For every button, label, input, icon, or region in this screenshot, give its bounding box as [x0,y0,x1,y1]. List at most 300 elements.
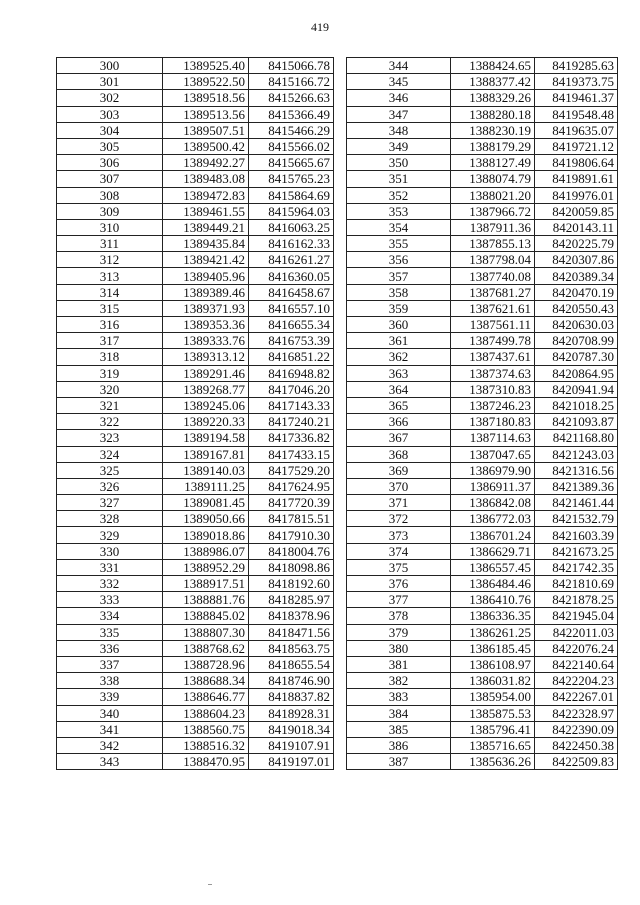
page-number: 419 [311,20,329,34]
x-coordinate-cell: 1389140.03 [163,462,249,478]
y-coordinate-cell: 8418098.86 [249,559,334,575]
point-number-cell: 350 [347,155,451,171]
table-row [347,268,618,284]
y-coordinate-cell: 8420389.34 [535,268,618,284]
table-row [57,721,334,737]
y-coordinate-cell: 8419197.01 [249,754,334,770]
y-coordinate-cell: 8420307.86 [535,252,618,268]
point-number-cell: 349 [347,138,451,154]
x-coordinate-cell: 1386629.71 [451,543,535,559]
point-number-cell: 371 [347,495,451,511]
y-coordinate-cell: 8418004.76 [249,543,334,559]
table-row [347,414,618,430]
x-coordinate-cell: 1389081.45 [163,495,249,511]
point-number-cell: 359 [347,300,451,316]
point-number-cell: 382 [347,673,451,689]
x-coordinate-cell: 1388329.26 [451,90,535,106]
point-number-cell: 336 [57,640,163,656]
y-coordinate-cell: 8419285.63 [535,58,618,74]
coordinate-table-left-body [57,58,334,770]
y-coordinate-cell: 8417624.95 [249,478,334,494]
x-coordinate-cell: 1386772.03 [451,511,535,527]
x-coordinate-cell: 1388230.19 [451,122,535,138]
x-coordinate-cell: 1386261.25 [451,624,535,640]
x-coordinate-cell: 1387966.72 [451,203,535,219]
table-row [57,446,334,462]
x-coordinate-cell: 1389518.56 [163,90,249,106]
point-number-cell: 302 [57,90,163,106]
x-coordinate-cell: 1389483.08 [163,171,249,187]
x-coordinate-cell: 1389291.46 [163,365,249,381]
x-coordinate-cell: 1389492.27 [163,155,249,171]
table-row [57,349,334,365]
table-row [347,317,618,333]
x-coordinate-cell: 1386108.97 [451,656,535,672]
point-number-cell: 364 [347,381,451,397]
table-row [57,737,334,753]
point-number-cell: 361 [347,333,451,349]
table-row [57,462,334,478]
table-row [57,640,334,656]
point-number-cell: 358 [347,284,451,300]
point-number-cell: 308 [57,187,163,203]
table-row [347,640,618,656]
y-coordinate-cell: 8422204.23 [535,673,618,689]
table-row [347,608,618,624]
y-coordinate-cell: 8420630.03 [535,317,618,333]
point-number-cell: 323 [57,430,163,446]
table-row [57,495,334,511]
y-coordinate-cell: 8415066.78 [249,58,334,74]
table-row [347,333,618,349]
point-number-cell: 337 [57,656,163,672]
table-row [57,414,334,430]
x-coordinate-cell: 1387114.63 [451,430,535,446]
point-number-cell: 304 [57,122,163,138]
y-coordinate-cell: 8416063.25 [249,219,334,235]
x-coordinate-cell: 1388845.02 [163,608,249,624]
point-number-cell: 372 [347,511,451,527]
y-coordinate-cell: 8420708.99 [535,333,618,349]
point-number-cell: 376 [347,576,451,592]
point-number-cell: 370 [347,478,451,494]
table-row [347,349,618,365]
table-row [57,268,334,284]
table-row [347,430,618,446]
x-coordinate-cell: 1388074.79 [451,171,535,187]
table-row [57,673,334,689]
y-coordinate-cell: 8420059.85 [535,203,618,219]
y-coordinate-cell: 8416162.33 [249,236,334,252]
point-number-cell: 384 [347,705,451,721]
point-number-cell: 342 [57,737,163,753]
table-row [347,559,618,575]
x-coordinate-cell: 1389461.55 [163,203,249,219]
x-coordinate-cell: 1389313.12 [163,349,249,365]
x-coordinate-cell: 1388424.65 [451,58,535,74]
x-coordinate-cell: 1389513.56 [163,106,249,122]
x-coordinate-cell: 1389522.50 [163,74,249,90]
x-coordinate-cell: 1389333.76 [163,333,249,349]
table-row [347,381,618,397]
y-coordinate-cell: 8419721.12 [535,138,618,154]
table-row [57,171,334,187]
y-coordinate-cell: 8421018.25 [535,397,618,413]
point-number-cell: 386 [347,737,451,753]
y-coordinate-cell: 8415964.03 [249,203,334,219]
point-number-cell: 377 [347,592,451,608]
point-number-cell: 332 [57,576,163,592]
point-number-cell: 300 [57,58,163,74]
point-number-cell: 366 [347,414,451,430]
point-number-cell: 303 [57,106,163,122]
point-number-cell: 341 [57,721,163,737]
y-coordinate-cell: 8420864.95 [535,365,618,381]
y-coordinate-cell: 8421316.56 [535,462,618,478]
table-row [57,705,334,721]
point-number-cell: 367 [347,430,451,446]
x-coordinate-cell: 1387246.23 [451,397,535,413]
table-row [347,106,618,122]
x-coordinate-cell: 1385796.41 [451,721,535,737]
point-number-cell: 387 [347,754,451,770]
point-number-cell: 320 [57,381,163,397]
table-row [57,90,334,106]
table-row [57,236,334,252]
x-coordinate-cell: 1387855.13 [451,236,535,252]
x-coordinate-cell: 1389050.66 [163,511,249,527]
y-coordinate-cell: 8422509.83 [535,754,618,770]
y-coordinate-cell: 8421810.69 [535,576,618,592]
point-number-cell: 334 [57,608,163,624]
table-row [57,203,334,219]
point-number-cell: 314 [57,284,163,300]
y-coordinate-cell: 8415765.23 [249,171,334,187]
x-coordinate-cell: 1387310.83 [451,381,535,397]
point-number-cell: 343 [57,754,163,770]
y-coordinate-cell: 8421878.25 [535,592,618,608]
x-coordinate-cell: 1385875.53 [451,705,535,721]
y-coordinate-cell: 8419461.37 [535,90,618,106]
x-coordinate-cell: 1389525.40 [163,58,249,74]
point-number-cell: 311 [57,236,163,252]
y-coordinate-cell: 8419107.91 [249,737,334,753]
table-row [57,106,334,122]
x-coordinate-cell: 1388986.07 [163,543,249,559]
x-coordinate-cell: 1388604.23 [163,705,249,721]
x-coordinate-cell: 1387561.11 [451,317,535,333]
table-row [347,122,618,138]
y-coordinate-cell: 8417815.51 [249,511,334,527]
y-coordinate-cell: 8420941.94 [535,381,618,397]
table-row [347,478,618,494]
y-coordinate-cell: 8421461.44 [535,495,618,511]
table-row [347,171,618,187]
table-row [347,187,618,203]
point-number-cell: 322 [57,414,163,430]
table-row [57,252,334,268]
point-number-cell: 329 [57,527,163,543]
point-number-cell: 338 [57,673,163,689]
point-number-cell: 321 [57,397,163,413]
y-coordinate-cell: 8415566.02 [249,138,334,154]
x-coordinate-cell: 1387911.36 [451,219,535,235]
x-coordinate-cell: 1387374.63 [451,365,535,381]
table-row [57,381,334,397]
point-number-cell: 379 [347,624,451,640]
table-row [347,236,618,252]
y-coordinate-cell: 8417240.21 [249,414,334,430]
scan-speck [208,884,212,885]
y-coordinate-cell: 8418471.56 [249,624,334,640]
table-row [57,511,334,527]
table-row [347,155,618,171]
y-coordinate-cell: 8422267.01 [535,689,618,705]
x-coordinate-cell: 1386979.90 [451,462,535,478]
point-number-cell: 313 [57,268,163,284]
x-coordinate-cell: 1389389.46 [163,284,249,300]
point-number-cell: 327 [57,495,163,511]
table-row [57,689,334,705]
table-row [57,300,334,316]
point-number-cell: 360 [347,317,451,333]
x-coordinate-cell: 1387180.83 [451,414,535,430]
table-row [347,495,618,511]
y-coordinate-cell: 8418746.90 [249,673,334,689]
table-row [57,592,334,608]
point-number-cell: 373 [347,527,451,543]
point-number-cell: 368 [347,446,451,462]
coordinate-table-right [346,57,618,770]
x-coordinate-cell: 1388768.62 [163,640,249,656]
point-number-cell: 301 [57,74,163,90]
table-row [347,543,618,559]
table-row [347,74,618,90]
table-row [57,656,334,672]
x-coordinate-cell: 1386842.08 [451,495,535,511]
point-number-cell: 305 [57,138,163,154]
table-row [347,592,618,608]
point-number-cell: 369 [347,462,451,478]
table-row [347,656,618,672]
point-number-cell: 351 [347,171,451,187]
y-coordinate-cell: 8417433.15 [249,446,334,462]
x-coordinate-cell: 1387740.08 [451,268,535,284]
y-coordinate-cell: 8419018.34 [249,721,334,737]
point-number-cell: 306 [57,155,163,171]
y-coordinate-cell: 8422011.03 [535,624,618,640]
table-row [57,543,334,559]
table-row [347,721,618,737]
x-coordinate-cell: 1385636.26 [451,754,535,770]
point-number-cell: 316 [57,317,163,333]
table-row [347,462,618,478]
x-coordinate-cell: 1389472.83 [163,187,249,203]
table-row [57,187,334,203]
y-coordinate-cell: 8420787.30 [535,349,618,365]
table-row [347,705,618,721]
point-number-cell: 324 [57,446,163,462]
point-number-cell: 318 [57,349,163,365]
y-coordinate-cell: 8420225.79 [535,236,618,252]
x-coordinate-cell: 1389018.86 [163,527,249,543]
point-number-cell: 309 [57,203,163,219]
point-number-cell: 375 [347,559,451,575]
table-row [347,90,618,106]
x-coordinate-cell: 1389435.84 [163,236,249,252]
y-coordinate-cell: 8418285.97 [249,592,334,608]
x-coordinate-cell: 1387798.04 [451,252,535,268]
point-number-cell: 346 [347,90,451,106]
y-coordinate-cell: 8416753.39 [249,333,334,349]
table-row [347,365,618,381]
x-coordinate-cell: 1389268.77 [163,381,249,397]
y-coordinate-cell: 8419635.07 [535,122,618,138]
table-row [347,527,618,543]
table-row [347,737,618,753]
point-number-cell: 381 [347,656,451,672]
table-row [57,317,334,333]
x-coordinate-cell: 1389449.21 [163,219,249,235]
point-number-cell: 352 [347,187,451,203]
table-row [57,559,334,575]
y-coordinate-cell: 8419976.01 [535,187,618,203]
x-coordinate-cell: 1386484.46 [451,576,535,592]
x-coordinate-cell: 1388646.77 [163,689,249,705]
x-coordinate-cell: 1389111.25 [163,478,249,494]
y-coordinate-cell: 8415466.29 [249,122,334,138]
table-row [57,608,334,624]
y-coordinate-cell: 8416851.22 [249,349,334,365]
y-coordinate-cell: 8417336.82 [249,430,334,446]
point-number-cell: 339 [57,689,163,705]
x-coordinate-cell: 1387621.61 [451,300,535,316]
point-number-cell: 362 [347,349,451,365]
table-row [57,333,334,349]
table-row [57,138,334,154]
y-coordinate-cell: 8417720.39 [249,495,334,511]
x-coordinate-cell: 1388179.29 [451,138,535,154]
x-coordinate-cell: 1385954.00 [451,689,535,705]
point-number-cell: 326 [57,478,163,494]
point-number-cell: 340 [57,705,163,721]
x-coordinate-cell: 1388881.76 [163,592,249,608]
table-row [57,478,334,494]
y-coordinate-cell: 8418837.82 [249,689,334,705]
y-coordinate-cell: 8415864.69 [249,187,334,203]
y-coordinate-cell: 8421389.36 [535,478,618,494]
table-row [347,252,618,268]
x-coordinate-cell: 1385716.65 [451,737,535,753]
table-row [57,74,334,90]
point-number-cell: 344 [347,58,451,74]
y-coordinate-cell: 8419806.64 [535,155,618,171]
y-coordinate-cell: 8416261.27 [249,252,334,268]
point-number-cell: 333 [57,592,163,608]
y-coordinate-cell: 8419548.48 [535,106,618,122]
table-row [57,397,334,413]
point-number-cell: 331 [57,559,163,575]
point-number-cell: 307 [57,171,163,187]
x-coordinate-cell: 1388516.32 [163,737,249,753]
table-row [57,365,334,381]
x-coordinate-cell: 1388021.20 [451,187,535,203]
y-coordinate-cell: 8420143.11 [535,219,618,235]
x-coordinate-cell: 1386911.37 [451,478,535,494]
point-number-cell: 315 [57,300,163,316]
x-coordinate-cell: 1389353.36 [163,317,249,333]
x-coordinate-cell: 1386410.76 [451,592,535,608]
point-number-cell: 357 [347,268,451,284]
point-number-cell: 345 [347,74,451,90]
table-row [347,624,618,640]
point-number-cell: 328 [57,511,163,527]
x-coordinate-cell: 1386185.45 [451,640,535,656]
y-coordinate-cell: 8417910.30 [249,527,334,543]
y-coordinate-cell: 8422390.09 [535,721,618,737]
x-coordinate-cell: 1386701.24 [451,527,535,543]
point-number-cell: 380 [347,640,451,656]
table-row [57,219,334,235]
y-coordinate-cell: 8421243.03 [535,446,618,462]
x-coordinate-cell: 1389220.33 [163,414,249,430]
y-coordinate-cell: 8421742.35 [535,559,618,575]
table-row [347,754,618,770]
table-row [347,397,618,413]
y-coordinate-cell: 8422450.38 [535,737,618,753]
table-row [57,284,334,300]
y-coordinate-cell: 8418192.60 [249,576,334,592]
x-coordinate-cell: 1388127.49 [451,155,535,171]
y-coordinate-cell: 8418928.31 [249,705,334,721]
coordinate-table-left [56,57,334,770]
x-coordinate-cell: 1388280.18 [451,106,535,122]
point-number-cell: 325 [57,462,163,478]
point-number-cell: 356 [347,252,451,268]
point-number-cell: 353 [347,203,451,219]
point-number-cell: 378 [347,608,451,624]
y-coordinate-cell: 8421532.79 [535,511,618,527]
point-number-cell: 312 [57,252,163,268]
y-coordinate-cell: 8417143.33 [249,397,334,413]
y-coordinate-cell: 8416948.82 [249,365,334,381]
table-row [347,673,618,689]
y-coordinate-cell: 8416557.10 [249,300,334,316]
x-coordinate-cell: 1388688.34 [163,673,249,689]
x-coordinate-cell: 1388807.30 [163,624,249,640]
x-coordinate-cell: 1387499.78 [451,333,535,349]
y-coordinate-cell: 8421603.39 [535,527,618,543]
x-coordinate-cell: 1388470.95 [163,754,249,770]
point-number-cell: 347 [347,106,451,122]
point-number-cell: 374 [347,543,451,559]
x-coordinate-cell: 1386031.82 [451,673,535,689]
x-coordinate-cell: 1387681.27 [451,284,535,300]
table-row [57,624,334,640]
x-coordinate-cell: 1389421.42 [163,252,249,268]
y-coordinate-cell: 8415366.49 [249,106,334,122]
y-coordinate-cell: 8415665.67 [249,155,334,171]
x-coordinate-cell: 1388728.96 [163,656,249,672]
x-coordinate-cell: 1388952.29 [163,559,249,575]
point-number-cell: 330 [57,543,163,559]
table-row [347,300,618,316]
point-number-cell: 355 [347,236,451,252]
y-coordinate-cell: 8421093.87 [535,414,618,430]
point-number-cell: 348 [347,122,451,138]
y-coordinate-cell: 8419891.61 [535,171,618,187]
point-number-cell: 317 [57,333,163,349]
